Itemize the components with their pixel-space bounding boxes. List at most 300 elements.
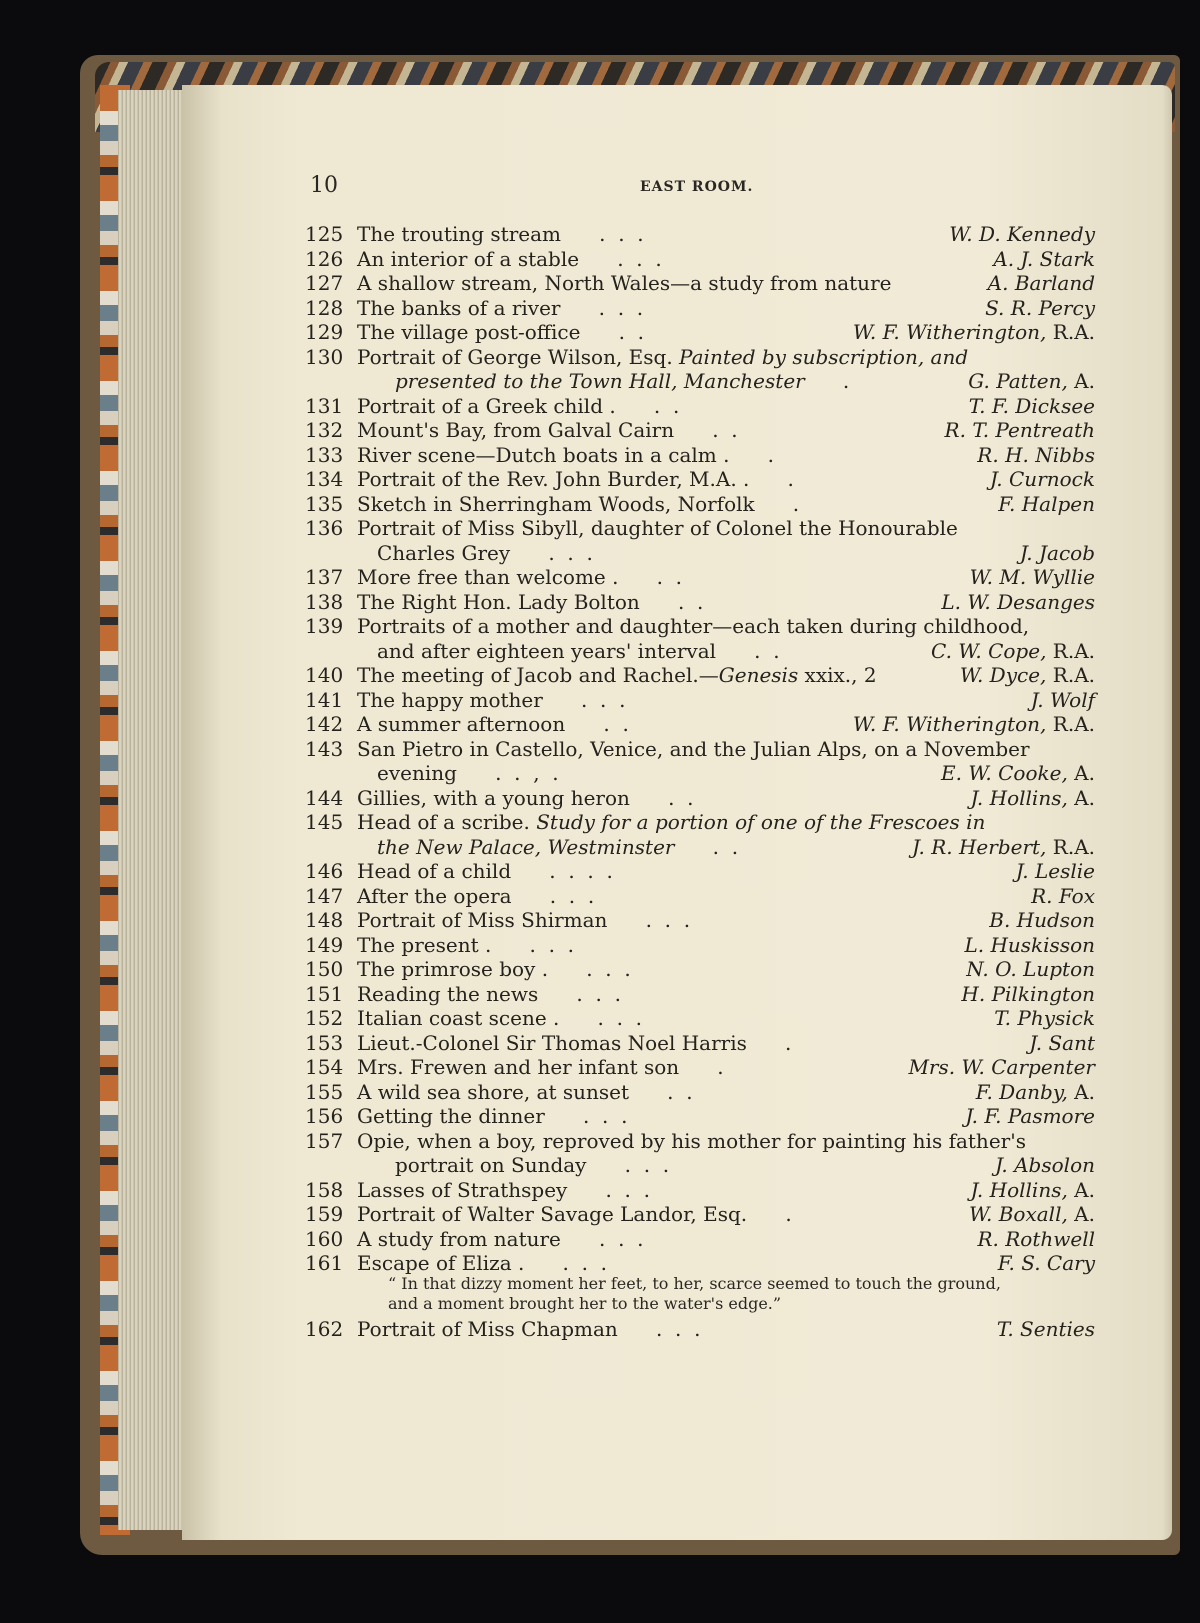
entry-title-text: Portrait of Miss Shirman: [357, 908, 608, 932]
catalogue-entry: [305, 345, 1095, 370]
leader-dots: . . .: [586, 1153, 670, 1177]
entry-title-text: The village post-office: [357, 320, 581, 344]
artist-name: H. Pilkington: [961, 981, 1095, 1006]
entry-title-text: The banks of a river: [357, 295, 561, 320]
entry-title: [357, 786, 694, 811]
entry-title: [377, 761, 559, 786]
entry-number: 130: [305, 344, 344, 369]
entry-title: [357, 663, 877, 688]
entry-title: [357, 1031, 791, 1056]
entry-title-text: More free than welcome .: [357, 565, 619, 589]
section-title: EAST ROOM.: [640, 179, 754, 195]
entry-artist: [961, 982, 1095, 1007]
entry-artist: [853, 320, 1095, 345]
catalogue-entry: [305, 1317, 1095, 1342]
artist-name: Mrs. W. Carpenter: [908, 1055, 1095, 1079]
entry-title: [357, 810, 985, 835]
artist-name: T. Physick: [994, 1006, 1095, 1030]
quote-line-2: and a moment brought her to the water's edge.”: [388, 1294, 782, 1313]
leader-dots: . . .: [491, 932, 575, 957]
leader-dots: . . , .: [456, 761, 559, 785]
entry-number: 155: [305, 1079, 344, 1104]
leader-dots: . . .: [524, 1251, 608, 1275]
catalogue-entry: [305, 712, 1095, 737]
entry-title-text: portrait on Sunday: [395, 1153, 587, 1177]
artist-name: C. W. Cope,: [931, 638, 1047, 663]
catalogue-entry: [305, 786, 1095, 811]
entry-title: [357, 1251, 607, 1276]
artist-name: W. F. Witherington,: [852, 320, 1047, 344]
entry-number: 146: [305, 859, 344, 883]
catalogue-entry: [305, 1055, 1095, 1080]
entry-artist: [912, 835, 1095, 860]
entry-number: 134: [305, 467, 344, 491]
artist-name: J. Jacob: [1019, 540, 1095, 565]
entry-number: 154: [305, 1055, 344, 1079]
entry-title-text: The primrose boy .: [357, 957, 549, 981]
artist-name: B. Hudson: [989, 908, 1095, 932]
catalogue-entry: [305, 859, 1095, 884]
entry-number: 142: [305, 712, 344, 736]
artist-name: F. Halpen: [998, 491, 1095, 516]
catalogue-entry: [305, 688, 1095, 713]
entry-number: 153: [305, 1030, 344, 1055]
artist-name: S. R. Percy: [985, 295, 1095, 320]
entry-title: [357, 614, 1029, 639]
entry-artist: [998, 492, 1095, 517]
entry-artist: [941, 761, 1095, 786]
entry-artist: [977, 443, 1095, 468]
entry-number: 131: [305, 393, 344, 418]
entry-artist: [1020, 541, 1095, 566]
leader-dots: .: [679, 1055, 724, 1079]
catalogue-entry: [305, 467, 1095, 492]
entry-number: 143: [305, 736, 344, 761]
entry-number: 159: [305, 1202, 344, 1226]
leader-dots: . .: [639, 589, 704, 614]
artist-name: J. Leslie: [1015, 859, 1095, 883]
entry-title-text: Sketch in Sherringham Woods, Norfolk: [357, 491, 755, 516]
catalogue-entry: [305, 1153, 1095, 1178]
entry-title-text: After the opera: [357, 883, 512, 908]
entry-title: [357, 1104, 627, 1129]
entry-artist: [970, 1178, 1095, 1203]
leader-dots: . . .: [617, 1317, 701, 1341]
entry-title: [377, 835, 738, 860]
entry-title: [357, 590, 703, 615]
artist-name: J. Absolon: [994, 1153, 1095, 1177]
artist-name: J. Hollins,: [970, 1177, 1068, 1202]
artist-name: L. W. Desanges: [941, 589, 1095, 614]
catalogue-entry: [305, 884, 1095, 909]
artist-name: A. Barland: [987, 271, 1095, 295]
entry-title-text: Reading the news: [357, 981, 539, 1006]
entry-number: 140: [305, 663, 344, 687]
entry-title-text: Getting the dinner: [357, 1104, 545, 1128]
artist-honour: A.: [1067, 761, 1095, 785]
leader-dots: . . .: [511, 883, 595, 908]
artist-honour: A.: [1067, 1177, 1095, 1202]
entry-title-text: The present .: [357, 932, 492, 957]
entry-title: [357, 1202, 792, 1227]
entry-number: 160: [305, 1226, 344, 1251]
entry-artist: [941, 590, 1095, 615]
entry-title: [357, 908, 690, 933]
leader-dots: . .: [580, 320, 644, 344]
entry-artist: [969, 394, 1095, 419]
entry-number: 126: [305, 246, 344, 271]
leader-dots: . .: [615, 393, 680, 418]
catalogue-entry: [305, 810, 1095, 835]
entry-number: 152: [305, 1006, 344, 1030]
artist-name: J. F. Pasmore: [965, 1104, 1095, 1128]
running-head: [310, 173, 1110, 201]
entry-artist: [995, 1153, 1095, 1178]
catalogue-entry: [305, 516, 1095, 541]
artist-honour: R.A.: [1046, 712, 1095, 736]
entry-title: [357, 737, 1030, 762]
entry-title-text: A wild sea shore, at sunset: [357, 1079, 630, 1104]
catalogue-entry: [305, 222, 1095, 247]
catalogue-entry: [305, 1129, 1095, 1154]
catalogue-entry: [305, 271, 1095, 296]
catalogue-entry: [305, 1080, 1095, 1105]
entry-title: [357, 712, 629, 737]
entry-title: [357, 1129, 1026, 1154]
leader-dots: . .: [674, 418, 738, 442]
leader-dots: . . .: [567, 1177, 650, 1202]
entry-artist: [994, 1006, 1095, 1031]
entry-title-text: and after eighteen years' interval: [377, 638, 717, 663]
entry-title: [377, 639, 780, 664]
entry-title-italic: Painted by subscription, and: [672, 344, 969, 369]
artist-name: J. Curnock: [989, 467, 1095, 491]
entry-title-text: Charles Grey: [377, 540, 511, 565]
artist-name: F. S. Cary: [997, 1251, 1095, 1275]
catalogue-entry: [305, 1227, 1095, 1252]
entry-title: [357, 1006, 642, 1031]
catalogue-entry: [305, 296, 1095, 321]
leader-dots: . . .: [559, 1006, 643, 1030]
entry-title: [377, 541, 593, 566]
leader-dots: . .: [565, 712, 629, 736]
entry-number: 141: [305, 687, 344, 712]
entry-number: 137: [305, 565, 344, 589]
entry-number: 132: [305, 418, 344, 442]
entry-title-text: Opie, when a boy, reproved by his mother for painting his father's: [357, 1128, 1026, 1153]
leader-dots: .: [747, 1202, 792, 1226]
catalogue-entry: [305, 639, 1095, 664]
entry-number: 162: [305, 1317, 344, 1341]
entry-artist: [970, 786, 1095, 811]
entry-artist: [988, 271, 1095, 296]
leader-dots: .: [754, 491, 800, 516]
entry-title-italic: presented to the Town Hall, Manchester: [395, 369, 805, 393]
artist-name: R. H. Nibbs: [977, 442, 1095, 467]
entry-artist: [960, 663, 1095, 688]
catalogue-entry: [305, 1031, 1095, 1056]
entry-title: [357, 1227, 644, 1252]
artist-honour: R.A.: [1046, 663, 1095, 687]
artist-name: W. D. Kennedy: [949, 222, 1095, 246]
catalogue-last-entry: [305, 1317, 1095, 1342]
entry-number: 139: [305, 614, 344, 638]
catalogue-entry: [305, 1104, 1095, 1129]
entry-title-text: Lasses of Strathspey: [357, 1177, 568, 1202]
entry-title: [357, 688, 625, 713]
entry-title: [357, 884, 594, 909]
entry-artist: [990, 467, 1095, 492]
entry-title-text: Italian coast scene .: [357, 1006, 560, 1030]
entry-title: [357, 271, 891, 296]
catalogue-entry: [305, 957, 1095, 982]
artist-name: W. F. Witherington,: [852, 712, 1047, 736]
artist-name: J. Sant: [1029, 1030, 1095, 1055]
entry-artist: [965, 1104, 1095, 1129]
catalogue-entry: [305, 908, 1095, 933]
catalogue-entries: [305, 222, 1095, 1276]
artist-name: R. Rothwell: [977, 1226, 1095, 1251]
entry-title-text: Portrait of Miss Chapman: [357, 1317, 618, 1341]
entry-artist: [968, 369, 1095, 394]
entry-number: 136: [305, 516, 344, 540]
leader-dots: . .: [674, 834, 739, 859]
artist-name: R. Fox: [1031, 883, 1095, 908]
catalogue-entry: [305, 247, 1095, 272]
entry-artist: [989, 908, 1095, 933]
entry-title-text: The happy mother: [357, 687, 543, 712]
entry-artist: [853, 712, 1095, 737]
entry-title: [395, 369, 849, 394]
leader-dots: . .: [716, 638, 780, 663]
entry-number: 128: [305, 295, 344, 320]
entry-title-text: A summer afternoon: [357, 712, 566, 736]
entry-number: 147: [305, 883, 344, 908]
entry-title-italic: Study for a portion of one of the Frescoes in: [529, 810, 986, 834]
leader-dots: . .: [629, 785, 694, 810]
leader-dots: . . .: [579, 246, 662, 271]
leader-dots: . . .: [560, 1226, 644, 1251]
artist-honour: A.: [1067, 369, 1095, 393]
entry-title-text: San Pietro in Castello, Venice, and the Julian Alps, on a November: [357, 736, 1030, 761]
leader-dots: . . .: [548, 957, 631, 981]
catalogue-entry: [305, 492, 1095, 517]
entry-title-text: Portrait of a Greek child .: [357, 393, 616, 418]
entry-title-text: Portrait of George Wilson, Esq.: [357, 344, 673, 369]
leader-dots: .: [746, 1030, 792, 1055]
leader-dots: . .: [629, 1079, 693, 1104]
entry-title-text: Portraits of a mother and daughter—each taken during childhood,: [357, 614, 1030, 638]
artist-name: G. Patten,: [968, 369, 1068, 393]
entry-title: [357, 467, 794, 492]
entry-title-text: The meeting of Jacob and Rachel.—: [357, 663, 719, 687]
entry-title-text: An interior of a stable: [357, 246, 580, 271]
entry-title: [357, 296, 643, 321]
entry-number: 148: [305, 908, 344, 932]
entry-artist: [931, 639, 1095, 664]
entry-artist: [949, 222, 1095, 247]
artist-name: A. J. Stark: [993, 246, 1095, 271]
entry-title-text: Mrs. Frewen and her infant son: [357, 1055, 680, 1079]
entry-title-text: Head of a child: [357, 859, 512, 883]
entry-number: 145: [305, 810, 344, 834]
entry-title-text: Gillies, with a young heron: [357, 785, 630, 810]
catalogue-entry: [305, 761, 1095, 786]
entry-title: [357, 516, 958, 541]
catalogue-entry: [305, 1006, 1095, 1031]
catalogue-entry: [305, 614, 1095, 639]
leader-dots: . . . .: [511, 859, 613, 883]
artist-honour: A.: [1067, 1079, 1095, 1104]
entry-title: [357, 247, 662, 272]
entry-title: [395, 1153, 669, 1178]
artist-name: R. T. Pentreath: [944, 418, 1095, 442]
quote-line-1: “ In that dizzy moment her feet, to her, scarce seemed to touch the ground,: [388, 1274, 1001, 1293]
entry-artist: [977, 1227, 1095, 1252]
entry-artist: [966, 957, 1095, 982]
entry-title-text: Escape of Eliza .: [357, 1251, 525, 1275]
entry-title-text: The trouting stream: [357, 222, 561, 246]
artist-name: F. Danby,: [975, 1079, 1068, 1104]
entry-title: [357, 565, 682, 590]
entry-number: 157: [305, 1128, 344, 1153]
entry-title: [357, 1317, 700, 1342]
entry-title-text: A shallow stream, North Wales—a study from nature: [357, 271, 892, 295]
entry-artist: [997, 1317, 1095, 1342]
artist-honour: R.A.: [1046, 320, 1095, 344]
entry-title-text: Portrait of Miss Sibyll, daughter of Colonel the Honourable: [357, 516, 958, 540]
entry-title-text: evening: [377, 761, 457, 785]
leader-dots: . .: [618, 565, 683, 589]
entry-artist: [1031, 688, 1095, 713]
entry-number: 138: [305, 589, 344, 614]
entry-number: 161: [305, 1251, 344, 1275]
entry-number: 144: [305, 785, 344, 810]
catalogue-entry: [305, 443, 1095, 468]
artist-name: T. F. Dicksee: [968, 393, 1095, 418]
catalogue-entry: [305, 1178, 1095, 1203]
artist-name: E. W. Cooke,: [941, 761, 1068, 785]
entry-title: [357, 859, 613, 884]
entry-artist: [964, 933, 1095, 958]
entry-title: [357, 492, 799, 517]
page-leaves: [118, 90, 188, 1530]
leader-dots: . . .: [561, 222, 644, 246]
catalogue-entry: [305, 590, 1095, 615]
entry-artist: [1031, 884, 1095, 909]
entry-title: [357, 222, 644, 247]
artist-name: W. M. Wyllie: [969, 565, 1095, 589]
catalogue-entry: [305, 1251, 1095, 1276]
entry-title-italic: Genesis: [718, 663, 799, 687]
entry-title: [357, 957, 631, 982]
entry-title-text: Lieut.-Colonel Sir Thomas Noel Harris: [357, 1030, 747, 1055]
leader-dots: . . .: [544, 1104, 628, 1128]
page-number: 10: [310, 173, 338, 198]
entry-title-text: Mount's Bay, from Galval Cairn: [357, 418, 675, 442]
entry-title: [357, 418, 738, 443]
entry-number: 135: [305, 491, 344, 516]
entry-number: 151: [305, 981, 344, 1006]
entry-number: 133: [305, 442, 344, 467]
leader-dots: .: [749, 467, 794, 491]
catalogue-entry: [305, 369, 1095, 394]
entry-artist: [1029, 1031, 1095, 1056]
leader-dots: .: [804, 369, 850, 393]
entry-number: 150: [305, 957, 344, 981]
entry-number: 129: [305, 320, 344, 344]
entry-title: [357, 982, 621, 1007]
entry-title: [357, 1055, 724, 1080]
entry-artist: [969, 1202, 1095, 1227]
artist-name: N. O. Lupton: [966, 957, 1095, 981]
catalogue-entry: [305, 418, 1095, 443]
entry-title-text: Portrait of Walter Savage Landor, Esq.: [357, 1202, 748, 1226]
catalogue-entry: [305, 933, 1095, 958]
entry-number: 158: [305, 1177, 344, 1202]
catalogue-entry: [305, 835, 1095, 860]
artist-name: L. Huskisson: [964, 932, 1095, 957]
entry-title-text: Head of a scribe.: [357, 810, 530, 834]
entry-title-text: River scene—Dutch boats in a calm .: [357, 442, 730, 467]
catalogue-entry: [305, 982, 1095, 1007]
entry-number: 156: [305, 1104, 344, 1128]
entry-title-text: The Right Hon. Lady Bolton: [357, 589, 640, 614]
leader-dots: . . .: [538, 981, 621, 1006]
entry-title: [357, 933, 574, 958]
artist-honour: A.: [1067, 785, 1095, 810]
entry-title: [357, 394, 679, 419]
catalogue-entry: [305, 565, 1095, 590]
entry-title-tail: xxix., 2: [798, 663, 877, 687]
artist-honour: R.A.: [1046, 834, 1095, 859]
entry-artist: [976, 1080, 1095, 1105]
leader-dots: . . .: [560, 295, 644, 320]
entry-artist: [993, 247, 1095, 272]
entry-title: [357, 443, 774, 468]
entry-title-italic: the New Palace, Westminster: [377, 834, 675, 859]
artist-honour: A.: [1067, 1202, 1095, 1226]
catalogue-entry: [305, 320, 1095, 345]
artist-name: T. Senties: [996, 1317, 1095, 1341]
catalogue-entry: [305, 663, 1095, 688]
leader-dots: . . .: [510, 540, 593, 565]
artist-name: W. Dyce,: [959, 663, 1047, 687]
artist-name: W. Boxall,: [968, 1202, 1068, 1226]
entry-number: 127: [305, 271, 344, 295]
entry-title-text: Portrait of the Rev. John Burder, M.A. .: [357, 467, 750, 491]
catalogue-entry: [305, 737, 1095, 762]
artist-name: J. Wolf: [1030, 687, 1095, 712]
entry-artist: [945, 418, 1095, 443]
entry-artist: [970, 565, 1095, 590]
catalogue-entry: [305, 394, 1095, 419]
entry-title: [357, 1178, 650, 1203]
artist-honour: R.A.: [1046, 638, 1095, 663]
leader-dots: . . .: [607, 908, 691, 932]
entry-artist: [1016, 859, 1095, 884]
artist-name: J. Hollins,: [970, 785, 1068, 810]
entry-title: [357, 1080, 693, 1105]
entry-title: [357, 345, 968, 370]
entry-title-text: A study from nature: [357, 1226, 561, 1251]
entry-number: 125: [305, 222, 344, 246]
entry-artist: [908, 1055, 1095, 1080]
entry-title: [357, 320, 644, 345]
entry-artist: [998, 1251, 1095, 1276]
catalogue-entry: [305, 541, 1095, 566]
artist-name: J. R. Herbert,: [912, 834, 1047, 859]
